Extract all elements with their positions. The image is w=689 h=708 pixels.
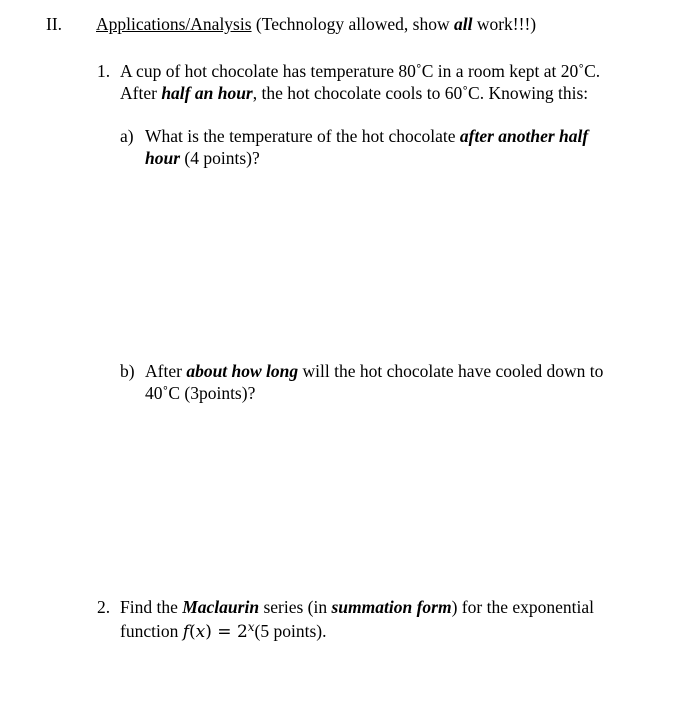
math-exponent: x: [247, 620, 255, 634]
part-b-label: b): [120, 361, 135, 381]
problem-2-line-1-mid: series (in: [259, 597, 332, 617]
problem-1-line-1: A cup of hot chocolate has temperature 80˚C in a room kept at 20˚C.: [120, 61, 601, 81]
section-numeral: II.: [46, 14, 63, 34]
part-a-label: a): [120, 126, 134, 146]
math-f: f: [182, 622, 189, 642]
problem-2-line-2-pre: function: [120, 621, 183, 641]
part-a-hour: hour: [145, 148, 181, 168]
math-lparen: (: [189, 622, 196, 642]
part-b-line-2: 40˚C (3points)?: [145, 383, 256, 403]
problem-2-maclaurin: Maclaurin: [182, 597, 260, 617]
section-instructions-emphasis: all: [453, 14, 473, 34]
problem-2-line-1-post: ) for the exponential: [451, 597, 594, 617]
problem-1-line-2-pre: After: [120, 83, 162, 103]
math-equals: =: [211, 622, 237, 642]
problem-2-line-1-pre: Find the: [120, 597, 183, 617]
part-b-line-1: [145, 360, 603, 382]
section-instructions-open: (Technology allowed, show: [251, 14, 454, 34]
part-a-line-2: [145, 147, 260, 169]
part-b-line-1-pre: After: [145, 361, 187, 381]
problem-2-line-1: [120, 596, 594, 618]
part-a-line-1-pre: What is the temperature of the hot chocolate: [145, 126, 460, 146]
section-header: [96, 13, 536, 35]
part-a-points: (4 points)?: [180, 148, 260, 168]
part-b-emphasis: about how long: [186, 361, 299, 381]
problem-2-points: (5 points).: [254, 621, 327, 641]
section-title: Applications/Analysis: [96, 14, 252, 34]
part-a-emphasis: after another half: [459, 126, 589, 146]
part-b-line-1-post: will the hot chocolate have cooled down to: [298, 361, 604, 381]
math-rparen: ): [205, 622, 212, 642]
function-expression: [183, 622, 255, 642]
problem-1-line-2: [120, 82, 588, 104]
part-a-line-1: [145, 125, 588, 147]
problem-2-line-2: [120, 620, 327, 643]
math-x: x: [195, 622, 206, 642]
problem-2-summation-form: summation form: [331, 597, 452, 617]
math-base: 2: [236, 622, 248, 642]
section-instructions-close: work!!!): [472, 14, 537, 34]
problem-1-half-an-hour: half an hour: [161, 83, 253, 103]
problem-2-number: 2.: [97, 597, 111, 617]
problem-1-number: 1.: [97, 61, 111, 81]
problem-1-line-2-post: , the hot chocolate cools to 60˚C. Knowing this:: [252, 83, 589, 103]
